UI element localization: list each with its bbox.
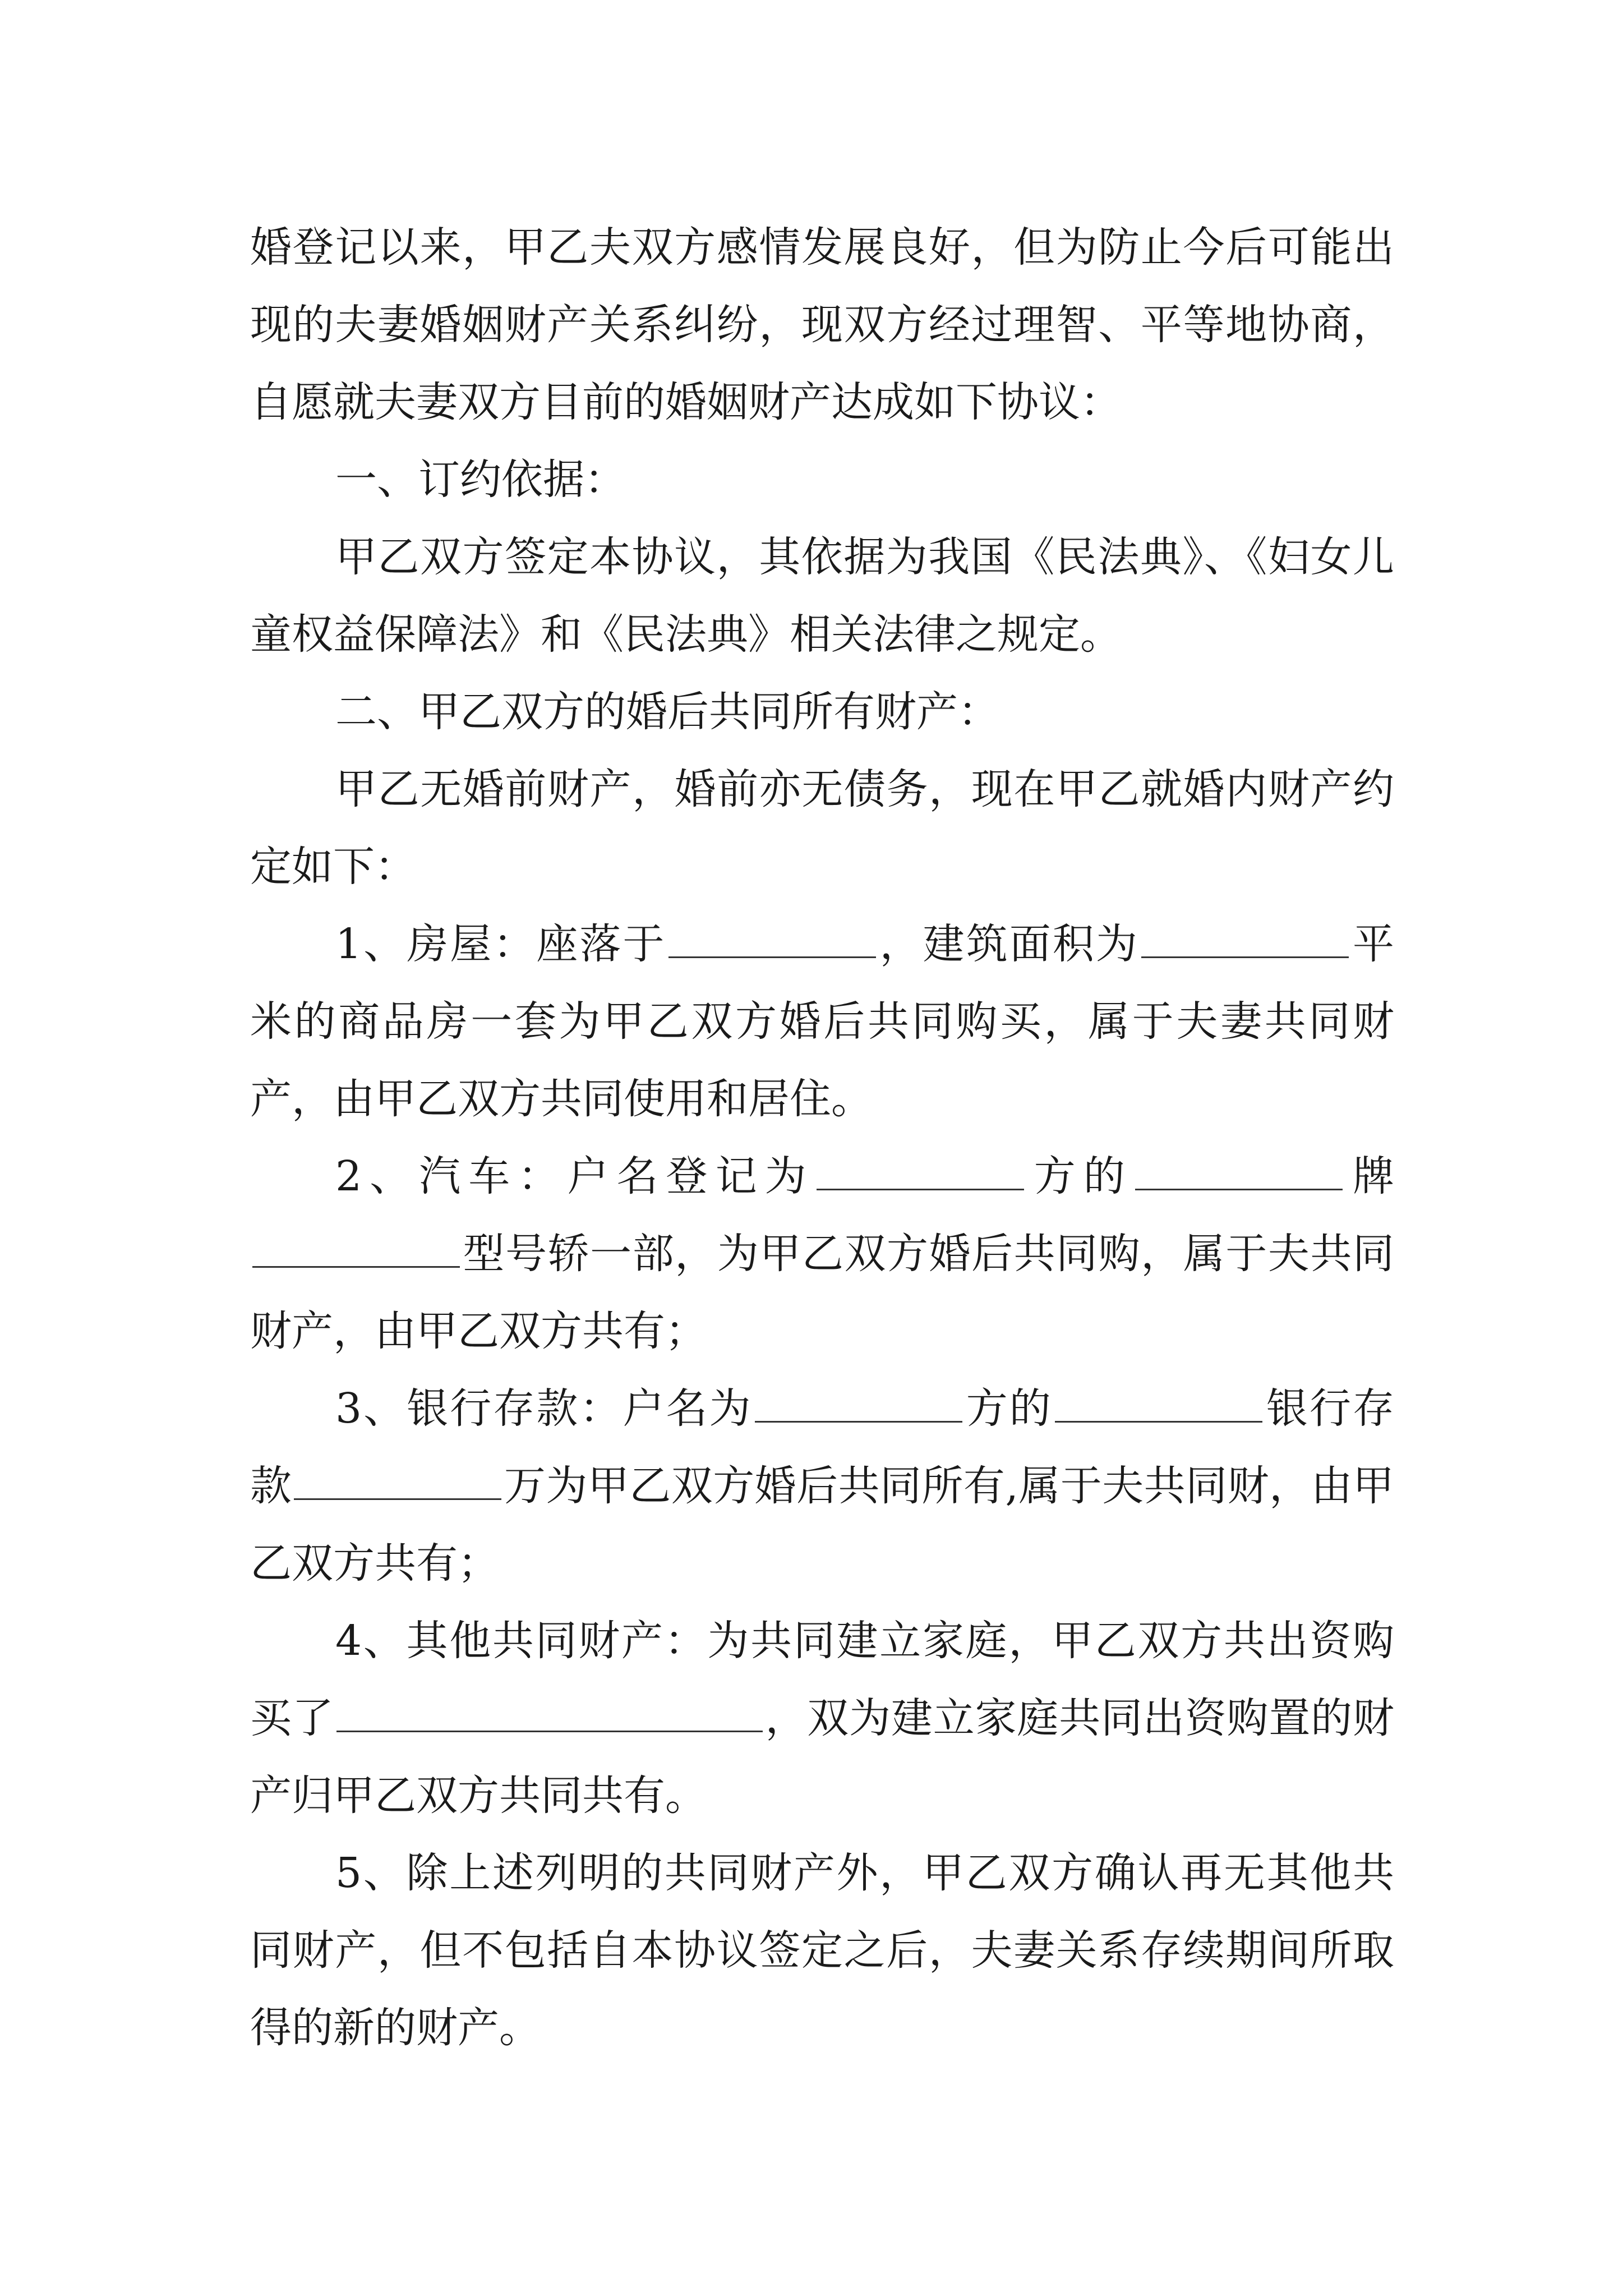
house-clause xyxy=(250,905,1394,1138)
car-clause-text-c: 牌 xyxy=(1344,1152,1395,1200)
preamble-paragraph: 婚登记以来，甲乙夫双方感情发展良好，但为防止今后可能出现的夫妻婚姻财产关系纠纷，现双方经过理智、平等地协商，自愿就夫妻双方目前的婚姻财产达成如下协议： xyxy=(250,223,1394,426)
bank-clause-text-b: 方的 xyxy=(964,1384,1053,1433)
car-clause-text-b: 方的 xyxy=(1026,1152,1133,1200)
other-property-clause xyxy=(250,1602,1394,1834)
house-clause-text-c: 平米的商品房一套为甲乙双方婚后共同购买，属于夫妻共同财产，由甲乙双方共同使用和居住。 xyxy=(250,920,1395,1123)
car-clause-text-a: 2、汽车：户名登记为 xyxy=(335,1152,814,1200)
section-heading-joint-property: 二、甲乙双方的婚后共同所有财产： xyxy=(335,688,999,736)
bank-owner-blank[interactable] xyxy=(755,1386,962,1423)
car-clause xyxy=(250,1138,1394,1370)
car-brand-blank[interactable] xyxy=(1135,1154,1343,1190)
bank-amount-blank[interactable] xyxy=(294,1464,501,1500)
bank-clause-text-c: 银行存款 xyxy=(250,1384,1394,1510)
bank-clause-text-d: 万为甲乙双方婚后共同所有,属于夫共同财，由甲乙双方共有； xyxy=(250,1462,1395,1588)
basis-paragraph: 甲乙双方签定本协议，其依据为我国《民法典》、《妇女儿童权益保障法》和《民法典》相关法律之规定。 xyxy=(250,533,1394,659)
exclusion-clause: 5、除上述列明的共同财产外，甲乙双方确认再无其他共同财产，但不包括自本协议签定之后，夫妻关系存续期间所取得的新的财产。 xyxy=(250,1849,1394,2052)
house-location-blank[interactable] xyxy=(668,922,876,958)
other-property-blank[interactable] xyxy=(336,1696,763,1732)
bank-name-blank[interactable] xyxy=(1055,1386,1262,1423)
other-clause-text-b: ，双为建立家庭共同出资购置的财产归甲乙双方共同共有。 xyxy=(250,1694,1395,1820)
other-clause-text-a: 4、其他共同财产：为共同建立家庭，甲乙双方共出资购买了 xyxy=(250,1617,1394,1742)
house-area-blank[interactable] xyxy=(1141,922,1349,958)
bank-clause-text-a: 3、银行存款：户名为 xyxy=(335,1384,753,1433)
section-heading-basis: 一、订约依据： xyxy=(335,455,626,504)
car-clause-text-d: 型号轿一部，为甲乙双方婚后共同购，属于夫共同财产，由甲乙双方共有； xyxy=(250,1230,1394,1355)
bank-clause xyxy=(250,1370,1394,1602)
house-clause-text-a: 1、房屋：座落于 xyxy=(335,920,666,968)
house-clause-text-b: ，建筑面积为 xyxy=(878,920,1139,968)
agreement-body xyxy=(250,209,1394,2067)
car-model-blank[interactable] xyxy=(252,1231,460,1268)
joint-property-intro: 甲乙无婚前财产，婚前亦无债务，现在甲乙就婚内财产约定如下： xyxy=(250,765,1394,891)
car-owner-blank[interactable] xyxy=(817,1154,1024,1190)
